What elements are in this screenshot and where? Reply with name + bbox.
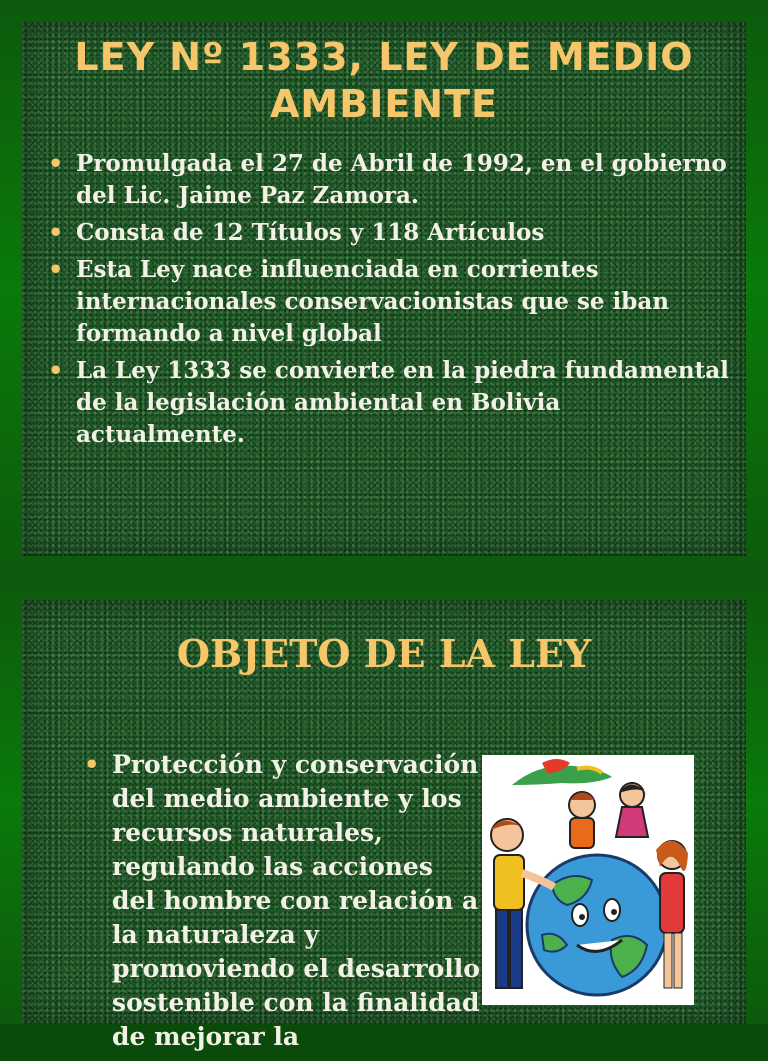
girl-figure — [616, 783, 648, 837]
bullet-item — [82, 748, 482, 1054]
bullet-item — [46, 148, 736, 212]
bullet-text: Consta de 12 Títulos y 118 Artículos — [76, 219, 545, 246]
slide-1 — [22, 22, 746, 556]
slide-1-bullet-list — [46, 148, 736, 456]
parrot-icon — [512, 759, 612, 785]
slide-2 — [22, 600, 746, 1051]
earth-children-clipart — [482, 755, 694, 1005]
slide-2-title: OBJETO DE LA LEY — [176, 631, 592, 676]
bullet-item — [46, 254, 736, 350]
bullet-item — [46, 217, 736, 249]
bullet-icon: • — [48, 149, 64, 178]
child-figure — [569, 792, 595, 848]
bullet-icon: • — [48, 255, 64, 284]
slide-2-bullet-list — [82, 748, 482, 1061]
slide-1-title: LEY Nº 1333, LEY DE MEDIO AMBIENTE — [74, 35, 694, 126]
bullet-text: La Ley 1333 se convierte en la piedra fundamental de la legislación ambiental en Bolivia actualmente. — [76, 357, 729, 448]
earth-children-illustration — [482, 755, 694, 1005]
bullet-text: Esta Ley nace influenciada en corrientes internacionales conservacionistas que se iban formando a nivel global — [76, 256, 669, 347]
bullet-text: Protección y conservación del medio ambiente y los recursos naturales, regulando las acciones del hombre con relación a la naturaleza y promoviendo el desarrollo sostenible con la finalidad de mejorar la — [112, 750, 480, 1051]
bullet-icon: • — [48, 356, 64, 385]
bullet-icon: • — [84, 750, 100, 779]
girl-right-figure — [656, 841, 688, 988]
bullet-icon: • — [48, 218, 64, 247]
bullet-text: Promulgada el 27 de Abril de 1992, en el gobierno del Lic. Jaime Paz Zamora. — [76, 150, 727, 209]
bullet-item — [46, 355, 736, 451]
